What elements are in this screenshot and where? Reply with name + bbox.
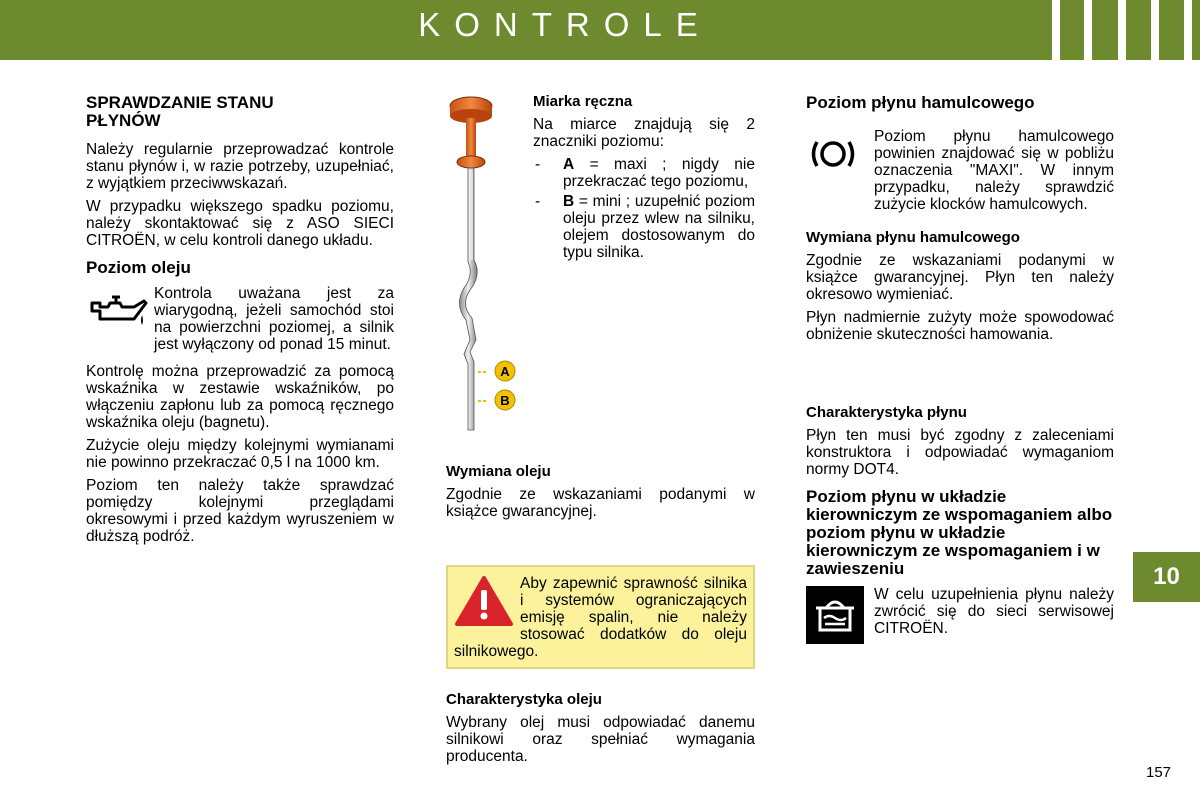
section-heading: SPRAWDZANIE STANU PŁYNÓW bbox=[86, 93, 274, 130]
level-text: = mini ; uzupełnić poziom oleju przez wlew na silniku, olejem dostosowanym do typu silnika. bbox=[563, 193, 755, 261]
steering-block bbox=[806, 488, 1114, 646]
header-stripe bbox=[1052, 0, 1060, 60]
warning-text: Aby zapewnić sprawność silnika i systemów ograniczających emisję spalin, nie należy stosować dodatków do oleju silnikowego. bbox=[454, 575, 747, 660]
list-item bbox=[533, 193, 755, 261]
dipstick-heading: Miarka ręczna bbox=[533, 93, 633, 110]
steering-heading: Poziom płynu w układzie kierowniczym ze wspomaganiem albo poziom płynu w układzie kierowniczym ze wspomaganiem i w zawieszeniu bbox=[806, 487, 1113, 578]
oil-spec-heading: Charakterystyka oleju bbox=[446, 691, 602, 708]
paragraph: W przypadku większego spadku poziomu, należy skontaktować się z ASO SIECI CITROËN, w celu kontroli danego układu. bbox=[86, 198, 394, 249]
warning-icon bbox=[454, 575, 520, 631]
paragraph: Należy regularnie przeprowadzać kontrole stanu płynów i, w razie potrzeby, uzupełniać, z wyjątkiem przeciwwskazań. bbox=[86, 141, 394, 192]
paragraph: Zużycie oleju między kolejnymi wymianami nie powinno przekraczać 0,5 l na 1000 km. bbox=[86, 437, 394, 471]
steering-text-block bbox=[806, 586, 1114, 646]
paragraph: Wybrany olej musi odpowiadać danemu silnikowi oraz spełniać wymagania producenta. bbox=[446, 714, 755, 765]
page-header bbox=[0, 0, 1200, 60]
header-stripe bbox=[1084, 0, 1092, 60]
oil-change-heading: Wymiana oleju bbox=[446, 463, 551, 480]
paragraph: W celu uzupełnienia płynu należy zwrócić się do sieci serwisowej CITROËN. bbox=[874, 586, 1114, 637]
paragraph: Płyn nadmiernie zużyty może spowodować obniżenie skuteczności hamowania. bbox=[806, 309, 1114, 343]
oil-can-icon bbox=[86, 285, 154, 345]
oil-check-block bbox=[86, 285, 394, 359]
oil-heading: Poziom oleju bbox=[86, 258, 191, 277]
brake-spec-heading: Charakterystyka płynu bbox=[806, 404, 967, 421]
marker-a-label: A bbox=[500, 364, 510, 379]
header-stripe bbox=[1184, 0, 1192, 60]
list-item bbox=[533, 156, 755, 190]
paragraph: Zgodnie ze wskazaniami podanymi w książce gwarancyjnej. bbox=[446, 486, 755, 520]
warning-box bbox=[446, 565, 755, 669]
brake-heading: Poziom płynu hamulcowego bbox=[806, 93, 1035, 112]
paragraph: Kontrolę można przeprowadzić za pomocą wskaźnika w zestawie wskaźników, po włączeniu zapłonu lub za pomocą ręcznego wskaźnika oleju (bagnetu). bbox=[86, 363, 394, 431]
page-number: 157 bbox=[1146, 764, 1172, 781]
header-stripe bbox=[1151, 0, 1159, 60]
oil-change-block bbox=[446, 463, 755, 526]
brake-spec-block bbox=[806, 404, 1114, 484]
oil-spec-block bbox=[446, 691, 755, 771]
paragraph: Płyn ten musi być zgodny z zaleceniami konstruktora i odpowiadać wymaganiom normy DOT4. bbox=[806, 427, 1114, 478]
chapter-tab: 10 bbox=[1133, 552, 1200, 602]
paragraph: Kontrola uważana jest za wiarygodną, jeżeli samochód stoi na powierzchni poziomej, a silnik jest wyłączony od ponad 15 minut. bbox=[154, 285, 394, 353]
left-column bbox=[86, 94, 394, 551]
level-letter: B bbox=[563, 193, 575, 210]
paragraph: Poziom ten należy także sprawdzać pomiędzy kolejnymi przeglądami okresowymi i przed każdym wyruszeniem w dłuższą podróż. bbox=[86, 477, 394, 545]
brake-change-heading: Wymiana płynu hamulcowego bbox=[806, 229, 1020, 246]
header-stripe bbox=[1118, 0, 1126, 60]
brake-level-block bbox=[806, 128, 1114, 219]
level-text: = maxi ; nigdy nie przekraczać tego poziomu, bbox=[563, 156, 755, 190]
paragraph: Zgodnie ze wskazaniami podanymi w książce gwarancyjnej. Płyn ten należy okresowo wymieniać. bbox=[806, 252, 1114, 303]
brake-warning-icon bbox=[806, 128, 874, 188]
paragraph: Na miarce znajdują się 2 znaczniki poziomu: bbox=[533, 116, 755, 150]
right-column bbox=[806, 94, 1114, 349]
level-list bbox=[533, 156, 755, 261]
level-letter: A bbox=[563, 156, 575, 173]
marker-b-label: B bbox=[500, 393, 510, 408]
dipstick-illustration bbox=[440, 90, 530, 440]
paragraph: Poziom płynu hamulcowego powinien znajdować się w pobliżu oznaczenia "MAXI". W innym przypadku, należy sprawdzić zużycie klocków hamulcowych. bbox=[874, 128, 1114, 213]
page-title: KONTROLE bbox=[418, 6, 712, 43]
dipstick-text bbox=[533, 93, 755, 264]
steering-fluid-icon bbox=[806, 586, 874, 646]
